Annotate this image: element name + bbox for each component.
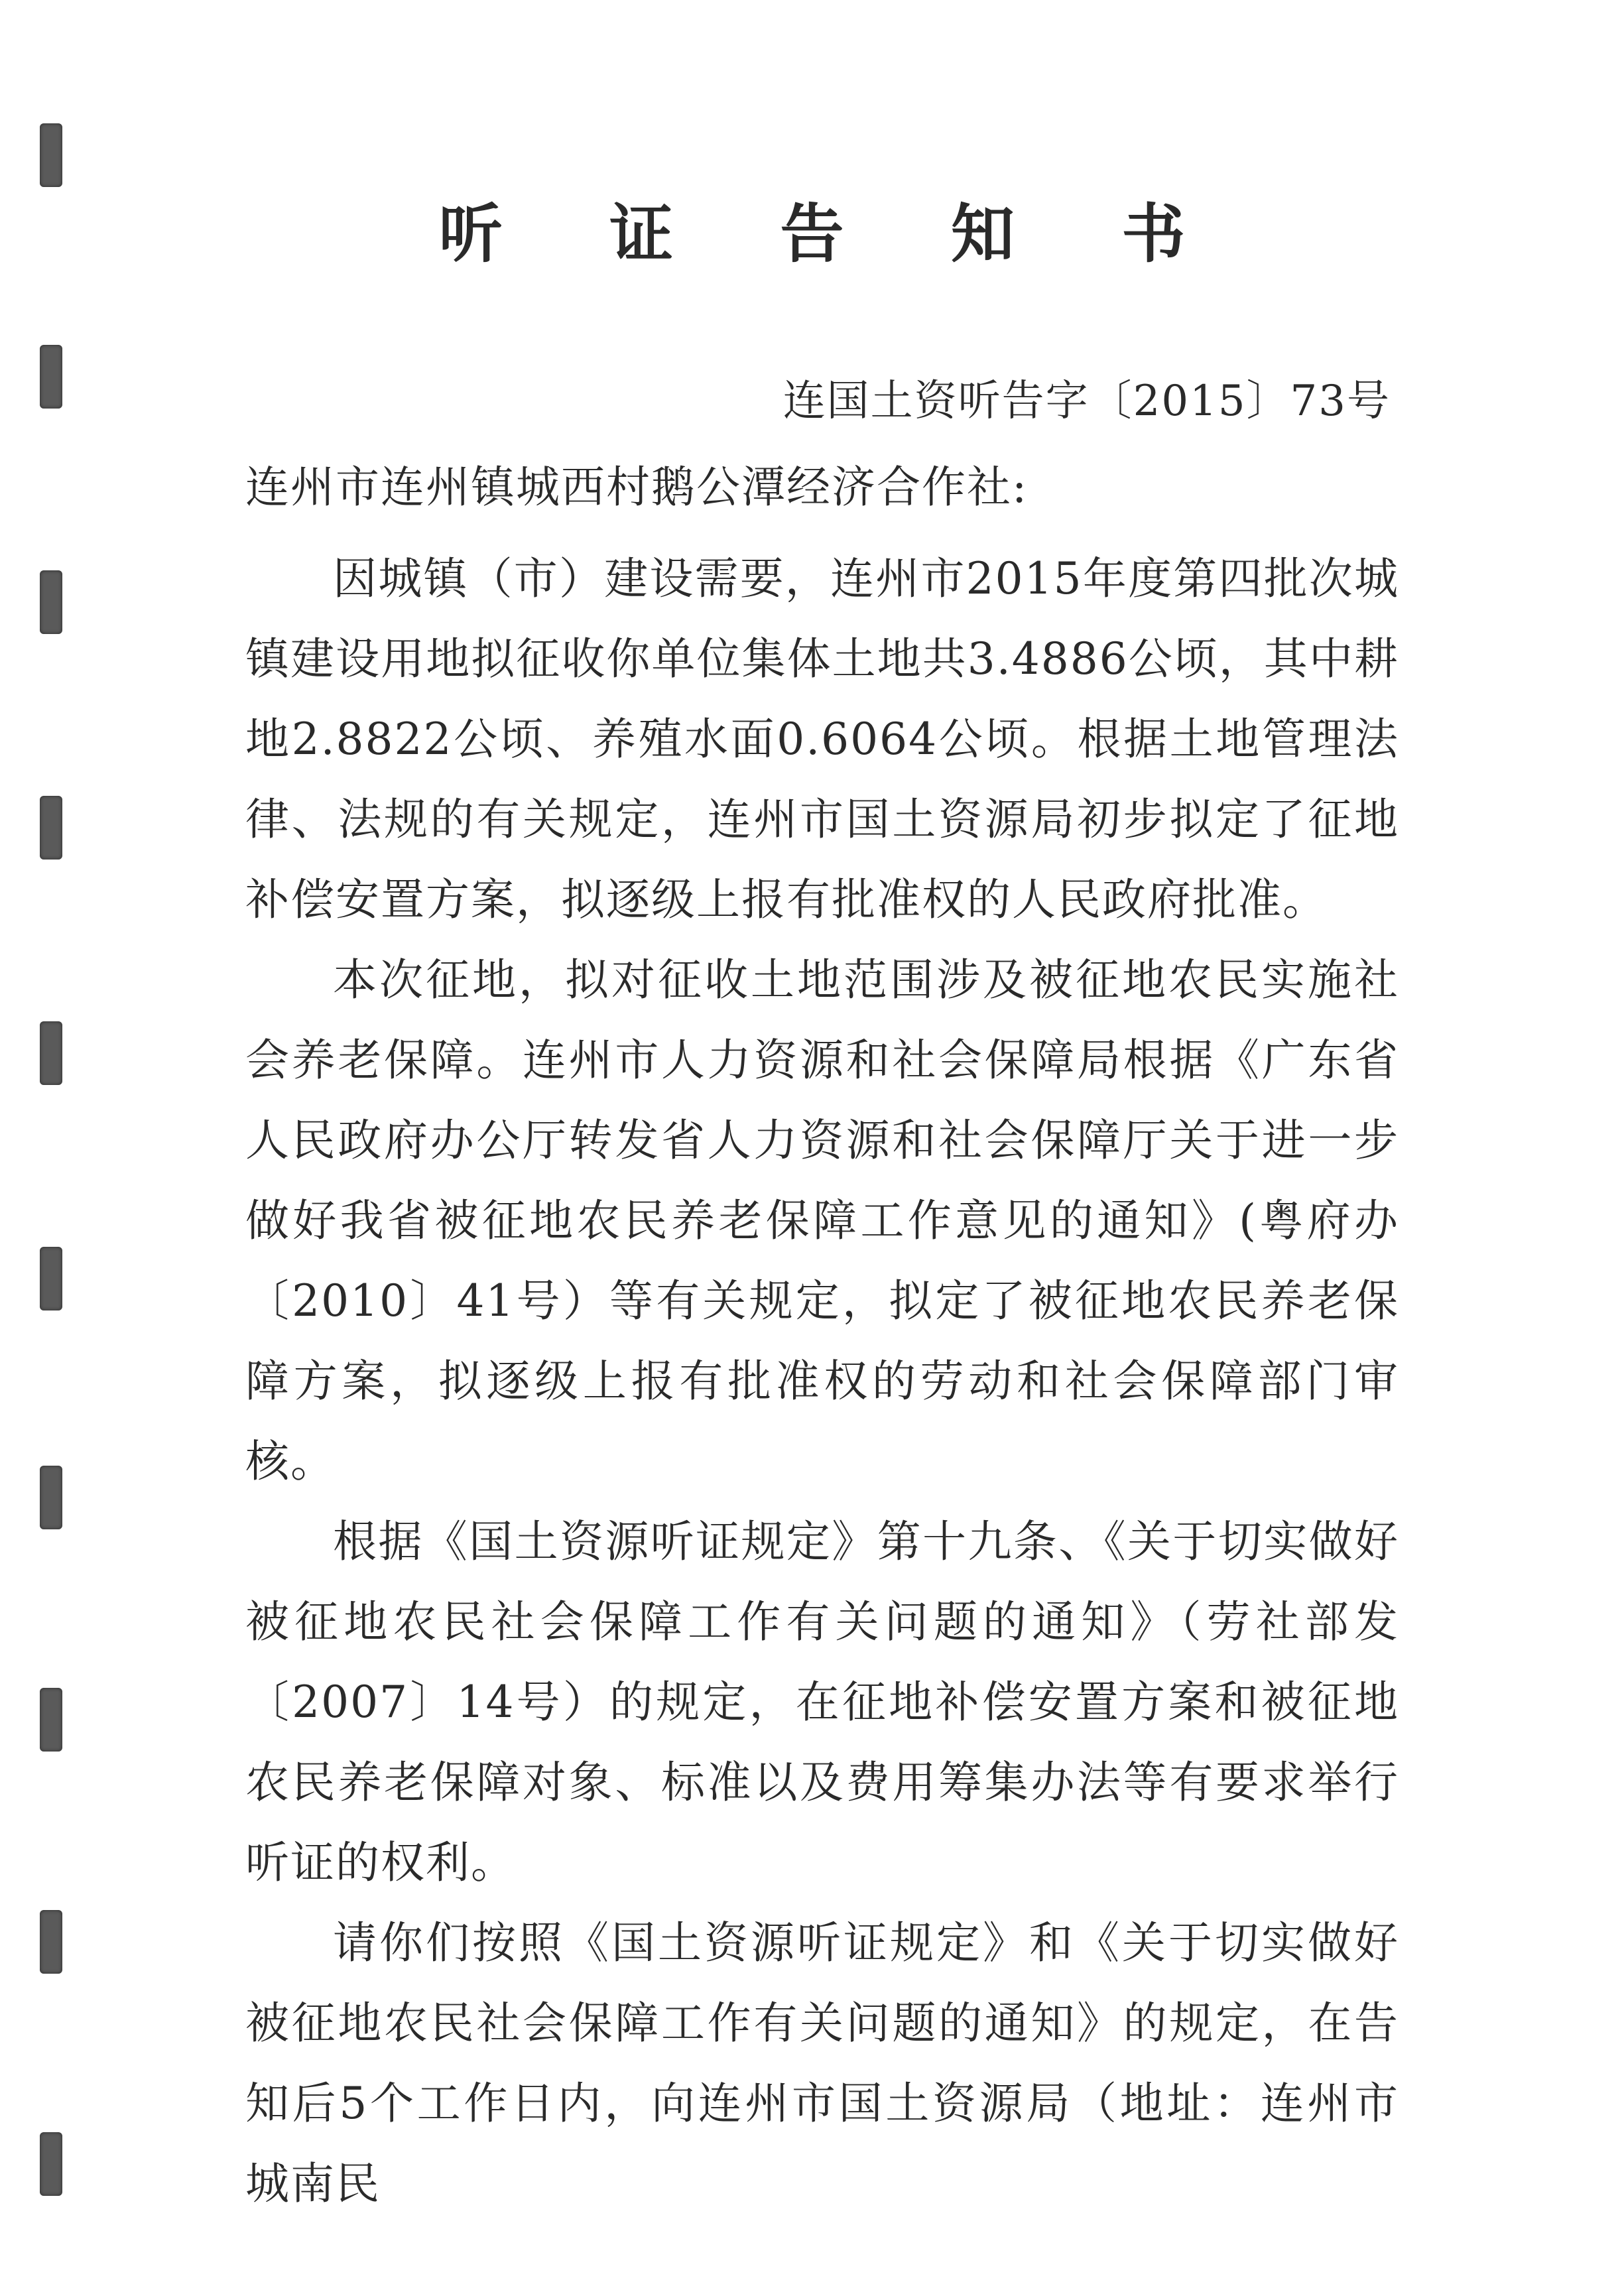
document-body [245,539,1399,2224]
binding-hole [40,1021,62,1085]
binding-hole [40,1910,62,1974]
document-title: 听 证 告 知 书 [438,196,1228,271]
binding-hole [40,570,62,634]
document-number: 连国土资听告字〔2015〕73号 [782,377,1391,426]
binding-hole [40,1247,62,1310]
binding-hole [40,123,62,187]
binding-holes [40,0,66,2296]
binding-hole [40,1688,62,1752]
paragraph: 请你们按照《国土资源听证规定》和《关于切实做好被征地农民社会保障工作有关问题的通知》的规定，在告知后5个工作日内，向连州市国土资源局（地址：连州市城南民 [245,1917,1399,2209]
recipient: 连州市连州镇城西村鹅公潭经济合作社: [245,462,1029,513]
binding-hole [40,345,62,409]
paragraph: 本次征地，拟对征收土地范围涉及被征地农民实施社会养老保障。连州市人力资源和社会保障局根据《广东省人民政府办公厅转发省人力资源和社会保障厅关于进一步做好我省被征地农民养老保障工作意见的通知》(粤府办〔2010〕41号）等有关规定，拟定了被征地农民养老保障方案，拟逐级上报有批准权的劳动和社会保障部门审核。 [245,954,1399,1487]
paragraph: 根据《国土资源听证规定》第十九条、《关于切实做好被征地农民社会保障工作有关问题的通知》（劳社部发〔2007〕14号）的规定，在征地补偿安置方案和被征地农民养老保障对象、标准以及费用筹集办法等有要求举行听证的权利。 [245,1516,1399,1888]
binding-hole [40,2132,62,2196]
paragraph: 因城镇（市）建设需要，连州市2015年度第四批次城镇建设用地拟征收你单位集体土地共3.4886公顷，其中耕地2.8822公顷、养殖水面0.6064公顷。根据土地管理法律、法规的有关规定，连州市国土资源局初步拟定了征地补偿安置方案，拟逐级上报有批准权的人民政府批准。 [245,553,1399,925]
binding-hole [40,1466,62,1529]
binding-hole [40,796,62,860]
